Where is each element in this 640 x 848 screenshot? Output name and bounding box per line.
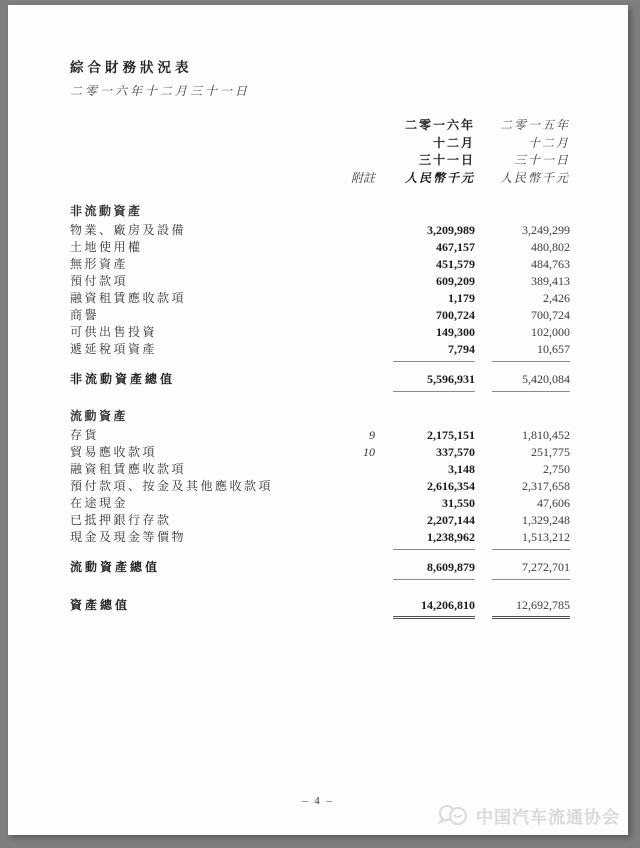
watermark-logo-icon (437, 802, 471, 828)
row-value-2016: 451,579 (436, 257, 475, 271)
table-row (70, 222, 570, 239)
row-value-2016: 467,157 (436, 240, 475, 254)
page-title: 綜合財務狀況表 (70, 60, 193, 75)
grand-total-value-2015: 12,692,785 (492, 597, 570, 619)
table-header-line-3 (70, 152, 570, 170)
row-label: 無形資產 (70, 257, 129, 271)
table-header (70, 117, 570, 187)
row-value-2015: 3,249,299 (522, 223, 570, 237)
row-value-2015: 2,750 (543, 462, 570, 476)
table-row (70, 461, 570, 478)
row-label: 現金及現金等價物 (70, 530, 187, 544)
total-value-2015: 7,272,701 (492, 559, 570, 580)
row-value-2016: 1,179 (448, 291, 475, 305)
row-value-2015: 480,802 (531, 240, 570, 254)
total-label: 非流動資產總值 (70, 372, 176, 386)
row-label: 融資租賃應收款項 (70, 462, 187, 476)
grand-total-value-2016: 14,206,810 (393, 597, 475, 619)
row-value-2015: 700,724 (531, 308, 570, 322)
row-label: 已抵押銀行存款 (70, 513, 172, 527)
row-value-2015: 2,426 (543, 291, 570, 305)
non-current-assets-rows (70, 222, 570, 362)
row-value-2015: 484,763 (531, 257, 570, 271)
table-header-line-2 (70, 135, 570, 153)
row-label: 預付款項 (70, 274, 129, 288)
row-value-2016: 2,616,354 (427, 479, 475, 493)
row-value-2016: 3,148 (448, 462, 475, 476)
table-row (70, 478, 570, 495)
row-value-2016: 2,207,144 (427, 513, 475, 527)
column-header-2016-year: 二零一六年 (404, 118, 475, 132)
total-value-2016: 5,596,931 (393, 371, 475, 392)
table-row (70, 495, 570, 512)
row-value-2016: 2,175,151 (427, 428, 475, 442)
section-heading-current-assets: 流動資產 (70, 409, 129, 423)
row-label: 商譽 (70, 308, 100, 322)
column-header-2015-day: 三十一日 (513, 153, 570, 167)
watermark-text: 中国汽车流通协会 (476, 807, 620, 827)
row-value-2015: 10,657 (492, 341, 570, 362)
current-assets-rows (70, 427, 570, 550)
row-value-2016: 31,550 (442, 496, 475, 510)
table-row (70, 239, 570, 256)
page-footer (8, 779, 628, 835)
table-row (70, 512, 570, 529)
row-label: 貿易應收款項 (70, 445, 158, 459)
non-current-assets-total-row (70, 371, 570, 392)
column-header-2016-month: 十二月 (432, 135, 475, 150)
row-value-2016: 3,209,989 (427, 223, 475, 237)
table-row (70, 256, 570, 273)
row-value-2016: 609,209 (436, 274, 475, 288)
row-label: 預付款項、按金及其他應收款項 (70, 479, 274, 493)
row-value-2015: 102,000 (531, 325, 570, 339)
table-row (70, 444, 570, 461)
row-note: 9 (369, 428, 375, 442)
row-label: 土地使用權 (70, 240, 143, 254)
row-value-2016: 337,570 (436, 445, 475, 459)
row-label: 融資租賃應收款項 (70, 291, 187, 305)
row-value-2016: 7,794 (393, 341, 475, 362)
table-header-line-1 (70, 117, 570, 135)
notes-column-header: 附註 (350, 170, 375, 185)
row-label: 物業、廠房及設備 (70, 223, 187, 237)
column-header-2015-year: 二零一五年 (499, 118, 570, 132)
table-header-line-4 (70, 170, 570, 188)
total-label: 流動資產總值 (70, 560, 161, 574)
document-page (8, 5, 628, 835)
column-header-2016-day: 三十一日 (418, 153, 475, 167)
row-value-2016: 149,300 (436, 325, 475, 339)
current-assets-total-row (70, 559, 570, 580)
row-value-2015: 47,606 (537, 496, 570, 510)
table-row (70, 290, 570, 307)
table-row (70, 324, 570, 341)
grand-total-label: 資產總值 (70, 598, 131, 612)
row-label: 在途現金 (70, 496, 129, 510)
watermark (437, 802, 620, 828)
row-note: 10 (363, 445, 375, 459)
section-heading-non-current-assets: 非流動資產 (70, 204, 143, 218)
table-row (70, 341, 570, 362)
column-header-2016-currency: 人民幣千元 (404, 170, 475, 185)
row-value-2015: 2,317,658 (522, 479, 570, 493)
row-value-2015: 1,513,212 (492, 529, 570, 550)
page-subtitle: 二零一六年十二月三十一日 (70, 84, 251, 98)
table-row (70, 529, 570, 550)
total-value-2016: 8,609,879 (393, 559, 475, 580)
column-header-2015-currency: 人民幣千元 (499, 170, 570, 185)
row-value-2016: 1,238,962 (393, 529, 475, 550)
row-label: 可供出售投資 (70, 325, 158, 339)
total-assets-row (70, 597, 570, 619)
row-value-2015: 1,810,452 (522, 428, 570, 442)
column-header-2015-month: 十二月 (527, 135, 570, 150)
row-label: 遞延稅項資產 (70, 342, 158, 356)
page-number: – 4 – (302, 795, 334, 807)
row-label: 存貨 (70, 428, 100, 442)
table-row (70, 427, 570, 444)
table-row (70, 273, 570, 290)
table-row (70, 307, 570, 324)
row-value-2015: 251,775 (531, 445, 570, 459)
row-value-2015: 389,413 (531, 274, 570, 288)
row-value-2015: 1,329,248 (522, 513, 570, 527)
total-value-2015: 5,420,084 (492, 371, 570, 392)
row-value-2016: 700,724 (436, 308, 475, 322)
